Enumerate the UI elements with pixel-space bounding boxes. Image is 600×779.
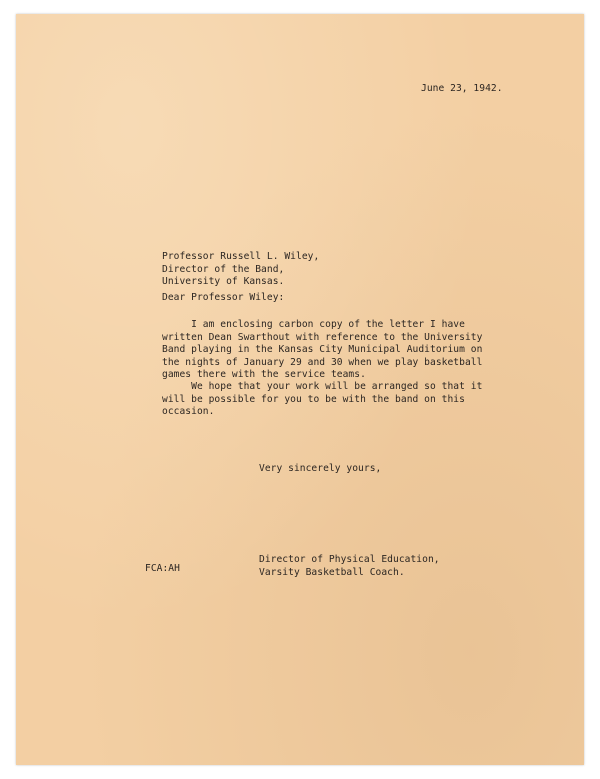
recipient-line: Director of the Band,	[162, 263, 285, 275]
body-line: games there with the service teams.	[162, 369, 366, 381]
reference-initials: FCA:AH	[145, 563, 180, 574]
letter-page	[16, 14, 584, 765]
body-paragraph-1	[162, 319, 482, 382]
body-line: We hope that your work will be arranged so that it	[162, 381, 483, 392]
signature-line: Director of Physical Education,	[259, 554, 440, 565]
body-line: the nights of January 29 and 30 when we play basketball	[162, 356, 483, 368]
signature-block	[259, 554, 440, 579]
recipient-line: Professor Russell L. Wiley,	[162, 251, 320, 262]
salutation: Dear Professor Wiley:	[162, 292, 285, 303]
body-line: Band playing in the Kansas City Municipal Auditorium on	[162, 344, 483, 356]
body-line: will be possible for you to be with the band on this	[162, 393, 465, 405]
recipient-line: University of Kansas.	[162, 276, 285, 288]
body-line: occasion.	[162, 406, 215, 418]
body-paragraph-2	[162, 381, 482, 419]
letter-date: June 23, 1942.	[421, 83, 503, 94]
body-line: written Dean Swarthout with reference to the University	[162, 331, 483, 343]
body-line: I am enclosing carbon copy of the letter I have	[162, 319, 465, 330]
signature-line: Varsity Basketball Coach.	[259, 566, 405, 578]
complimentary-closing: Very sincerely yours,	[259, 463, 382, 474]
recipient-address	[162, 251, 319, 289]
